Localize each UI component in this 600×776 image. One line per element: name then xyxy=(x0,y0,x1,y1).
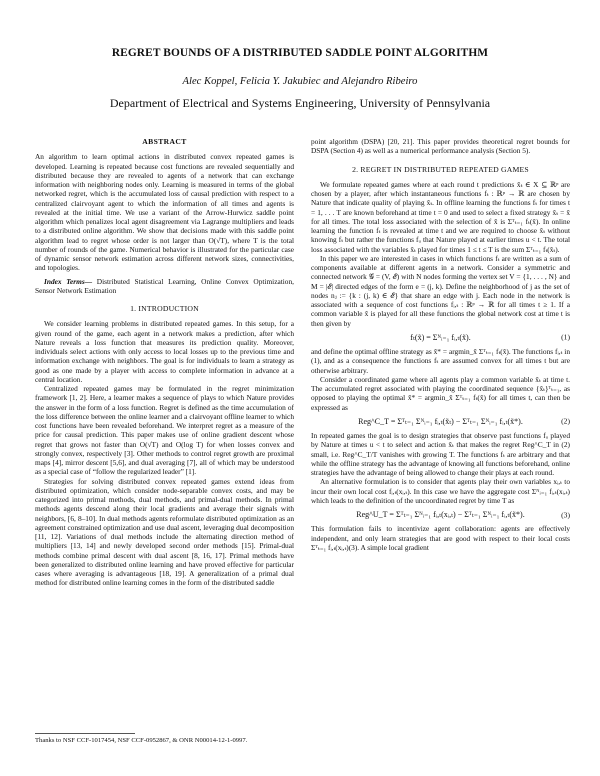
equation-3-number: (3) xyxy=(561,510,570,519)
footnote: Thanks to NSF CCF-1017454, NSF CCF-0952867, & ONR N00014-12-1-0997. xyxy=(35,737,248,744)
equation-3 xyxy=(311,510,570,519)
section-2-heading: 2. REGRET IN DISTRIBUTED REPEATED GAMES xyxy=(352,164,529,174)
paper-authors: Alec Koppel, Felicia Y. Jakubiec and Alejandro Ribeiro xyxy=(182,76,418,87)
equation-1-body: fₜ(x̃) = Σᴺᵢ₌₁ fᵢ,ₜ(x̃). xyxy=(410,332,471,342)
equation-1-number: (1) xyxy=(561,332,570,342)
equation-2 xyxy=(311,417,570,426)
section2-paragraph-1: We formulate repeated games where at each round t predictions x̃ₜ ∈ X ⊆ ℝᵖ are chosen by a player, after which instantaneous functions fₜ : ℝᵖ → ℝ are chosen by Nature that indicate quality of playing x̃ₜ. In offline learning the functions fₜ for times t = 1, . . . T are known beforehand at time t = 0 and used to select a fixed strategy x̃ₜ = x̃ for all times. The total loss associated with the selection of x̃ is Σᵀₜ₌₁ fₜ(x̃). In online learning the function fₜ is revealed at time t and we are required to choose x̃ₜ without knowing fₜ but rather the functions fᵤ that Nature played at earlier times u < t. The total loss associated with the variables x̃ₜ played for times 1 ≤ t ≤ T is the sum Σᵀₜ₌₁ fₜ(x̃ₜ). xyxy=(311,179,570,254)
intro-paragraph-2: Centralized repeated games may be formulated in the regret minimization framework [1, 2]. Here, a learner makes a sequence of plays to which Nature provides the answer in the form of a loss function. Regret is defined as the time accumulation of the loss difference between the online learner and a clairvoyant offline learner to which cost functions have been revealed beforehand. We interpret regret as a measure of the price for causal prediction. This paper makes use of online gradient descent whose regret that grows not faster than O(√T) and O(log T) for when losses convex and strongly convex, respectively [3]. Other methods to control regret growth are proximal maps [4], mirror descent [5,6], and dual averaging [7], all of which may be understood as a special case of “follow the regularized leader” [1]. xyxy=(35,384,294,477)
index-terms-text: Distributed Statistical Learning, Online Convex Optimization, Sensor Network Estimation xyxy=(35,276,294,295)
abstract-heading: ABSTRACT xyxy=(142,137,187,146)
equation-2-body: Reg^C_T = Σᵀₜ₌₁ Σᴺᵢ₌₁ fᵢ,ₜ(x̃ₜ) − Σᵀₜ₌₁ Σᴺᵢ₌₁ fᵢ,ₜ(x̃*). xyxy=(358,416,523,426)
section2-paragraph-2: In this paper we are interested in cases in which functions fₜ are written as a sum of components available at different agents in a network. Consider a symmetric and connected network 𝒢 = (V, ℰ) with N nodes forming the vertex set V = {1, . . . , N} and M = |ℰ| directed edges of the form e = (j, k). Define the neighborhood of j as the set of nodes nⱼ := {k : (j, k) ∈ ℰ} that share an edge with j. Each node in the network is associated with a sequence of cost functions fᵢ,ₜ : ℝᵖ → ℝ for all times t ≥ 1. If a common variable x̃ is played for all these functions the global network cost at time t is then given by xyxy=(311,253,570,328)
section2-paragraph-4: Consider a coordinated game where all agents play a common variable x̃ₜ at time t. The accumulated regret associated with playing the coordinated sequence {x̃ₜ}ᵀₜ₌₁, as opposed to playing the optimal x̃* = argmin_x̃ Σᵀₜ₌₁ fₜ(x̃) for all times t, can then be expressed as xyxy=(311,374,570,412)
equation-3-body: Reg^U_T = Σᵀₜ₌₁ Σᴺᵢ₌₁ fᵢ,ₜ(xᵢ,ₜ) − Σᵀₜ₌₁ Σᴺᵢ₌₁ fᵢ,ₜ(x̃*). xyxy=(356,510,525,519)
section-1-heading: 1. INTRODUCTION xyxy=(130,304,199,313)
section2-paragraph-5: In repeated games the goal is to design strategies that observe past functions fᵤ played by Nature at times u < t to select and action x̃ₜ that makes the regret Reg^C_T in (2) small, i.e. Reg^C_T/T vanishes with growing T. The functions fₜ are arbitrary and that while the offline strategy has the advantage of knowing all functions beforehand, online strategies have the advantage of being allowed to change their plays at each round. xyxy=(311,431,570,477)
section2-paragraph-6: An alternative formulation is to consider that agents play their own variables xᵢ,ₜ to incur their own local cost fᵢ,ₜ(xᵢ,ₜ). In this case we have the aggregate cost Σᴺᵢ₌₁ fᵢ,ₜ(xᵢ,ₜ) which leads to the definition of the uncoordinated regret by time T as xyxy=(311,477,570,505)
equation-1 xyxy=(311,333,570,342)
paper-affiliation: Department of Electrical and Systems Engineering, University of Pennsylvania xyxy=(109,96,491,110)
paper-title: REGRET BOUNDS OF A DISTRIBUTED SADDLE POINT ALGORITHM xyxy=(111,47,489,59)
index-terms-label: Index Terms— xyxy=(44,276,93,286)
equation-2-number: (2) xyxy=(561,416,570,426)
intro-paragraph-3: Strategies for solving distributed convex repeated games extend ideas from distributed optimization, which consider node-separable convex costs, and may be categorized into primal methods, dual methods, and primal-dual methods. In primal methods agents descend along their local gradients and average their signals with neighbors, [6, 8–10]. In dual methods agents reformulate distributed optimization as an agreement constrained optimization and use dual ascent, leveraging dual decomposition [11, 12]. Variations of dual methods include the alternating direction method of multipliers [13, 14] and newly developed second order methods [15]. Primal-dual methods combine primal descent with dual ascent [8, 16, 17]. Primal methods have been generalized to distributed online learning and have proved effective for particular cases where averaging is advantageous [18, 19]. A generalization of a primal dual method for distributed online learning comes in the form of the distributed saddle xyxy=(35,476,294,588)
right-column xyxy=(311,137,570,552)
section2-paragraph-7: This formulation fails to incentivize agent collaboration: agents are effectively independent, and only learn strategies that are good with respect to their local costs Σᵀₜ₌₁ fᵢ,ₜ(xᵢ,ₜ)(3). A simple local gradient xyxy=(311,524,570,552)
index-terms xyxy=(35,277,294,296)
footnote-rule xyxy=(35,733,135,734)
left-column xyxy=(35,135,294,588)
intro-paragraph-1: We consider learning problems in distributed repeated games. In this setup, for a given round of the game, each agent in a network makes a prediction, after which Nature reveals a loss function that measures its prediction quality. Moreover, individuals select actions with only access to local losses up to the previous time and information exchange with neighbors. The goal is for individuals to learn a strategy as good as one made by a player with access to complete information in advance at a central location. xyxy=(35,319,294,384)
section2-paragraph-3: and define the optimal offline strategy as x̃* = argmin_x̃ Σᵀₜ₌₁ fₜ(x̃). The functions fᵢ,ₜ in (1), and as a consequence the functions fₜ are assumed convex for all times t but are otherwise arbitrary. xyxy=(311,347,570,375)
abstract-text: An algorithm to learn optimal actions in distributed convex repeated games is developed. Learning is repeated because cost functions are revealed sequentially and distributed because they are revealed to agents of a network that can exchange information with neighboring nodes only. Learning is measured in terms of the global networked regret, which is the accumulated loss of causal prediction with respect to a centralized clairvoyant agent to which the information of all times and agents is revealed at the initial time. We use a variant of the Arrow-Hurwicz saddle point algorithm which penalizes local agent disagreement via Lagrange multipliers and leads to a distributed online algorithm. We show that decisions made with this saddle point algorithm lead to regret whose order is not larger than O(√T), where T is the total number of rounds of the game. Numerical behavior is illustrated for the particular case of dynamic sensor network estimation across different network sizes, connectivities, and topologies. xyxy=(35,152,294,273)
intro-continuation: point algorithm (DSPA) [20, 21]. This paper provides theoretical regret bounds for DSPA (Section 4) as well as a numerical performance analysis (Section 5). xyxy=(311,137,570,156)
